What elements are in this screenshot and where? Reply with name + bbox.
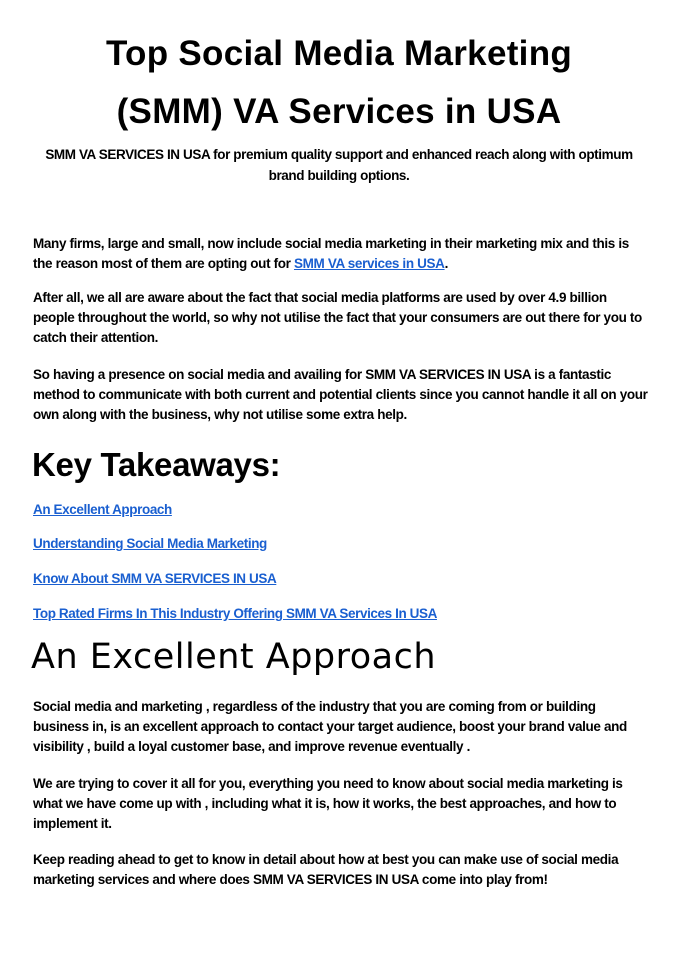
intro-paragraph-2: After all, we all are aware about the fact that social media platforms are used by over 4.9 billion people throughout the world, so why not utilise the fact that your consumers are out there for you to catch their attention. <box>33 290 642 345</box>
takeaway-link-excellent-approach[interactable]: An Excellent Approach <box>33 502 172 517</box>
intro-paragraph-3: So having a presence on social media and availing for SMM VA SERVICES IN USA is a fantastic method to communicate with both current and potential clients since you cannot handle it all on your own along with the business, why not utilise some extra help. <box>33 367 648 422</box>
intro-paragraph-1-text: Many firms, large and small, now include social media marketing in their marketing mix and this is the reason most of them are opting out for <box>33 236 629 271</box>
takeaway-link-top-rated-firms[interactable]: Top Rated Firms In This Industry Offering SMM VA Services In USA <box>33 606 437 621</box>
takeaway-link-understanding-smm[interactable]: Understanding Social Media Marketing <box>33 536 267 551</box>
page-title <box>0 25 678 141</box>
section-paragraph-3: Keep reading ahead to get to know in detail about how at best you can make use of social media marketing services and where does SMM VA SERVICES IN USA come into play from! <box>33 852 619 887</box>
page-title-line-2: (SMM) VA Services in USA <box>116 92 562 131</box>
page-subtitle: SMM VA SERVICES IN USA for premium quality support and enhanced reach along with optimum brand building options. <box>45 147 633 183</box>
page-title-line-1: Top Social Media Marketing <box>105 34 573 73</box>
key-takeaways-heading: Key Takeaways: <box>32 446 281 483</box>
section-paragraph-1: Social media and marketing , regardless of the industry that you are coming from or building business in, is an excellent approach to contact your target audience, boost your brand value and visibility , build a loyal customer base, and improve revenue eventually . <box>33 699 627 754</box>
takeaway-link-know-about-smm-va[interactable]: Know About SMM VA SERVICES IN USA <box>33 571 277 586</box>
excellent-approach-heading: An Excellent Approach <box>31 637 437 677</box>
intro-paragraph-1-end: . <box>444 256 448 271</box>
intro-paragraph-1 <box>33 234 651 274</box>
section-paragraph-2: We are trying to cover it all for you, everything you need to know about social media marketing is what we have come up with , including what it is, how it works, the best approaches, and how to implement it. <box>33 776 623 831</box>
smm-va-services-link[interactable]: SMM VA services in USA <box>293 256 445 271</box>
